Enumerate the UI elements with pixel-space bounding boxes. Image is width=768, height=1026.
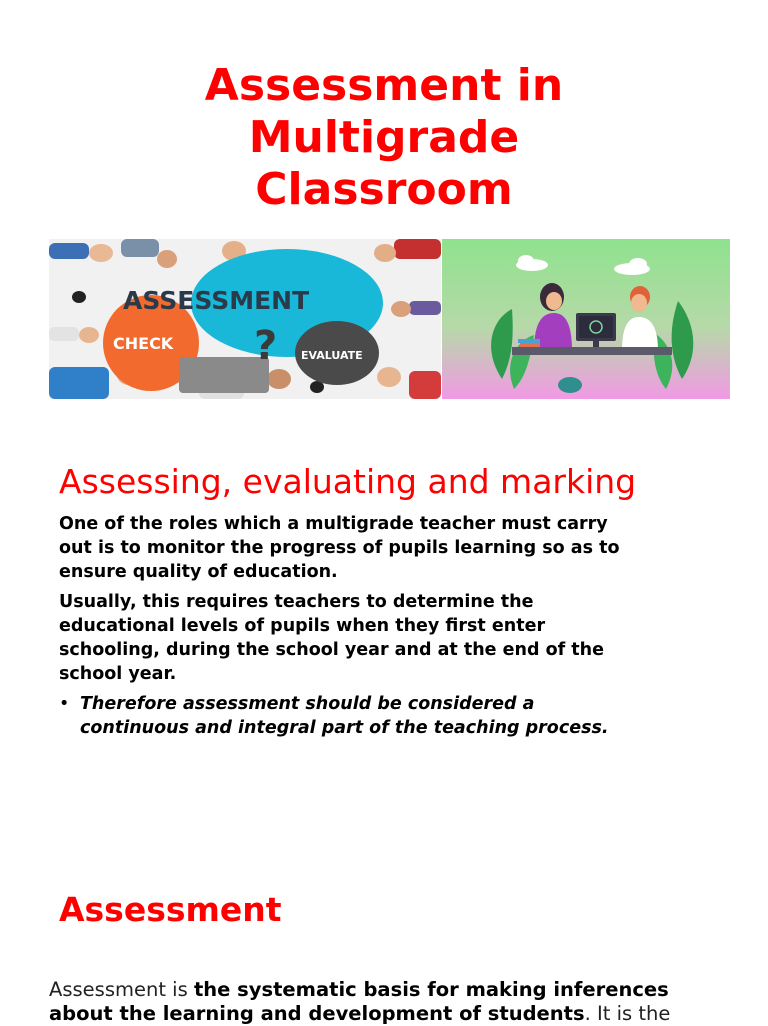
assessment-definition-bold: the systematic basis for making inferences about the learning and development of students	[49, 978, 669, 1025]
svg-text:?: ?	[254, 323, 278, 369]
classroom-illustration-graphic	[442, 239, 730, 399]
assessment-collage-image	[49, 239, 441, 399]
bullet-text: Therefore assessment should be considered a continuous and integral part of the teaching process.	[80, 694, 609, 738]
assessment-definition-end: . It is the	[584, 1002, 671, 1025]
assessment-heading: Assessment	[59, 890, 282, 929]
bullet-item	[59, 692, 639, 740]
page-title	[0, 60, 768, 216]
assessment-definition-start: Assessment is	[49, 978, 194, 1001]
page-title-line-1: Assessment in	[204, 60, 564, 111]
evaluate-word: EVALUATE	[301, 349, 363, 362]
assessment-collage-graphic	[49, 239, 441, 399]
page-title-line-2: Multigrade	[248, 112, 520, 163]
paragraph-educational-levels: Usually, this requires teachers to determine the educational levels of pupils when they first enter schooling, during the school year and at the end of the school year.	[59, 592, 604, 684]
bullet-symbol: •	[59, 694, 70, 714]
paragraph-monitor-progress: One of the roles which a multigrade teacher must carry out is to monitor the progress of pupils learning so as to ensure quality of education.	[59, 514, 620, 582]
classroom-illustration	[442, 239, 730, 399]
check-word: CHECK	[113, 334, 174, 353]
section-heading: Assessing, evaluating and marking	[59, 462, 637, 501]
assessment-word: ASSESSMENT	[123, 286, 310, 315]
assessment-definition	[49, 978, 689, 1026]
page-title-line-3: Classroom	[255, 164, 513, 215]
header-images	[49, 239, 730, 399]
